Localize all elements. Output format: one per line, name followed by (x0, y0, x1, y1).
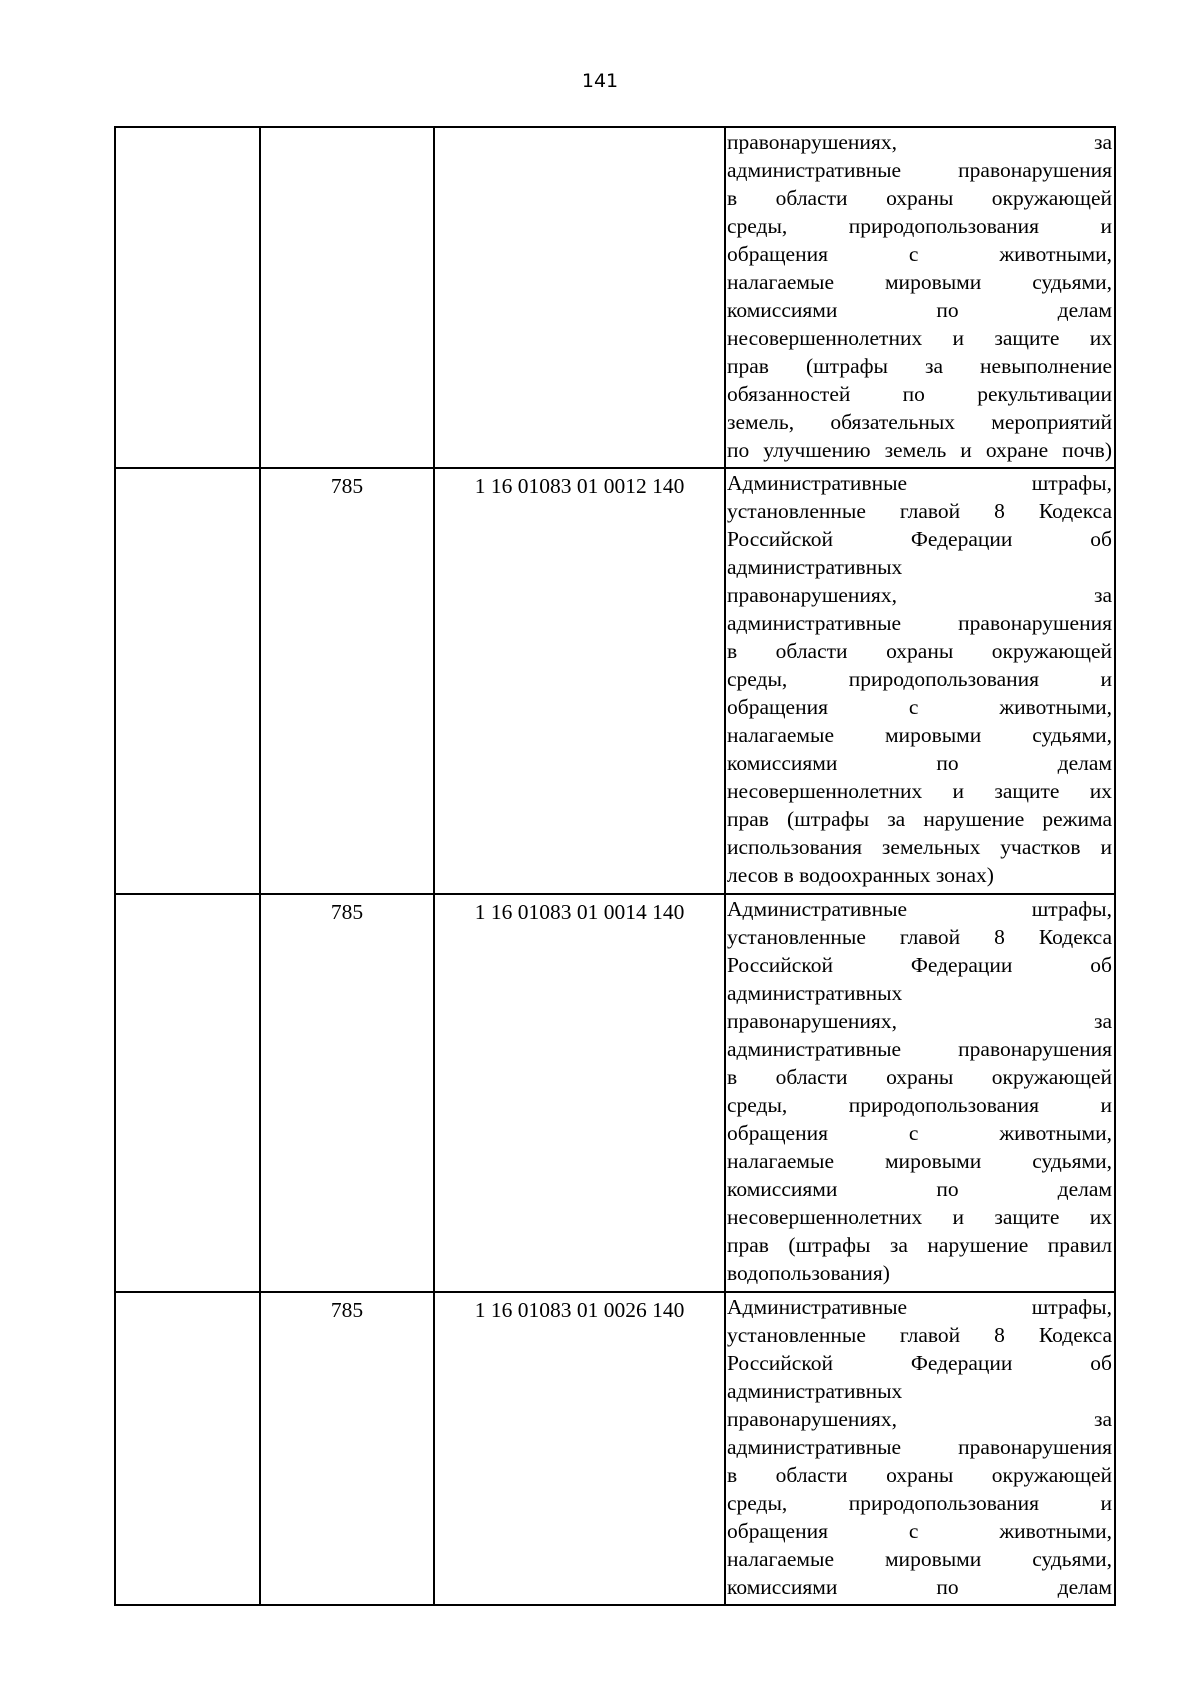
description-line: комиссиями по делам (727, 1575, 1112, 1599)
description-line: административных (727, 1379, 903, 1403)
description-line: установленные главой 8 Кодекса (727, 925, 1112, 949)
description-line: среды, природопользования и (727, 214, 1112, 238)
description-line: прав (штрафы за нарушение режима (727, 807, 1112, 831)
description-line: административные правонарушения (727, 1037, 1112, 1061)
description-line: правонарушениях, за (727, 130, 1112, 154)
cell-description (725, 127, 1115, 468)
description-line: установленные главой 8 Кодекса (727, 499, 1112, 523)
description-line: Административные штрафы, (727, 897, 1112, 921)
description-line: административные правонарушения (727, 611, 1112, 635)
description-line: Российской Федерации об (727, 1351, 1112, 1375)
description-line: комиссиями по делам (727, 751, 1112, 775)
description-line: в области охраны окружающей (727, 1463, 1112, 1487)
description-line: несовершеннолетних и защите их (727, 326, 1112, 350)
description-line: административных (727, 981, 903, 1005)
description-line: обязанностей по рекультивации (727, 382, 1112, 406)
description-line: среды, природопользования и (727, 1491, 1112, 1515)
description-line: правонарушениях, за (727, 583, 1112, 607)
description-line: обращения с животными, (727, 695, 1112, 719)
cell-description (725, 1292, 1115, 1605)
description-line: административных (727, 555, 903, 579)
cell-kbk-code: 1 16 01083 01 0014 140 (434, 894, 725, 1292)
description-line: по улучшению земель и охране почв) (727, 438, 1112, 462)
description-line: комиссиями по делам (727, 1177, 1112, 1201)
cell-col1 (115, 1292, 260, 1605)
cell-col1 (115, 468, 260, 894)
description-line: Административные штрафы, (727, 471, 1112, 495)
description-line: несовершеннолетних и защите их (727, 1205, 1112, 1229)
description-line: Российской Федерации об (727, 953, 1112, 977)
cell-col1 (115, 127, 260, 468)
description-line: установленные главой 8 Кодекса (727, 1323, 1112, 1347)
description-line: несовершеннолетних и защите их (727, 779, 1112, 803)
table-row (115, 894, 1115, 1292)
table-row (115, 468, 1115, 894)
description-line: комиссиями по делам (727, 298, 1112, 322)
cell-admin-code: 785 (260, 894, 434, 1292)
cell-admin-code (260, 127, 434, 468)
cell-col1 (115, 894, 260, 1292)
description-line: административные правонарушения (727, 158, 1112, 182)
description-line: правонарушениях, за (727, 1407, 1112, 1431)
description-line: среды, природопользования и (727, 1093, 1112, 1117)
table-row (115, 1292, 1115, 1605)
description-line: обращения с животными, (727, 242, 1112, 266)
description-line: лесов в водоохранных зонах) (727, 863, 994, 887)
description-line: обращения с животными, (727, 1121, 1112, 1145)
description-line: обращения с животными, (727, 1519, 1112, 1543)
cell-description (725, 894, 1115, 1292)
cell-admin-code: 785 (260, 468, 434, 894)
cell-admin-code: 785 (260, 1292, 434, 1605)
description-line: налагаемые мировыми судьями, (727, 270, 1112, 294)
description-line: среды, природопользования и (727, 667, 1112, 691)
description-line: использования земельных участков и (727, 835, 1112, 859)
description-line: Российской Федерации об (727, 527, 1112, 551)
description-line: в области охраны окружающей (727, 639, 1112, 663)
table-row (115, 127, 1115, 468)
cell-kbk-code: 1 16 01083 01 0012 140 (434, 468, 725, 894)
cell-kbk-code (434, 127, 725, 468)
description-line: в области охраны окружающей (727, 186, 1112, 210)
budget-codes-table (114, 126, 1116, 1606)
cell-description (725, 468, 1115, 894)
description-line: земель, обязательных мероприятий (727, 410, 1112, 434)
page-number: 141 (581, 70, 619, 92)
description-line: налагаемые мировыми судьями, (727, 1149, 1112, 1173)
description-line: Административные штрафы, (727, 1295, 1112, 1319)
cell-kbk-code: 1 16 01083 01 0026 140 (434, 1292, 725, 1605)
description-line: прав (штрафы за нарушение правил (727, 1233, 1112, 1257)
description-line: налагаемые мировыми судьями, (727, 723, 1112, 747)
description-line: в области охраны окружающей (727, 1065, 1112, 1089)
description-line: административные правонарушения (727, 1435, 1112, 1459)
description-line: налагаемые мировыми судьями, (727, 1547, 1112, 1571)
description-line: правонарушениях, за (727, 1009, 1112, 1033)
description-line: водопользования) (727, 1261, 890, 1285)
description-line: прав (штрафы за невыполнение (727, 354, 1112, 378)
